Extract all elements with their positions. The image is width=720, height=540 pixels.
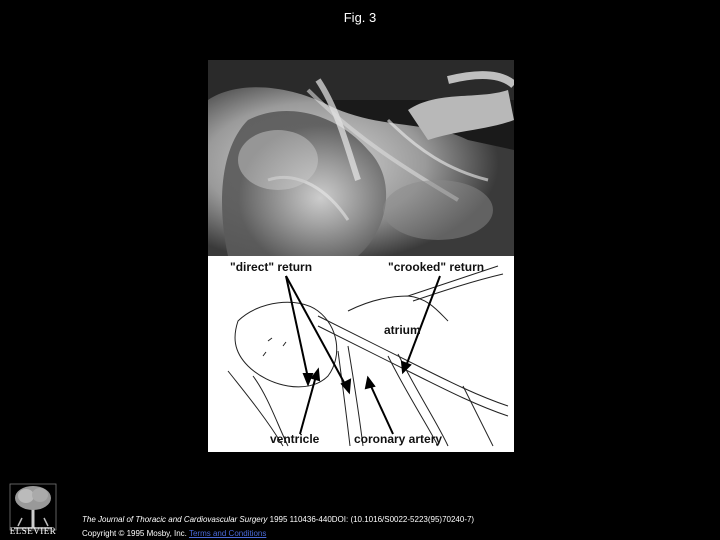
citation-details: 1995 110436-440DOI: (10.1016/S0022-5223(95)70240-7) (267, 515, 475, 524)
label-direct-return: "direct" return (230, 260, 313, 274)
label-atrium: atrium (384, 323, 421, 337)
citation-line (82, 515, 474, 524)
figure-title: Fig. 3 (343, 10, 377, 25)
terms-and-conditions-link[interactable]: Terms and Conditions (188, 529, 267, 538)
elsevier-wordmark: ELSEVIER (9, 526, 57, 536)
label-ventricle: ventricle (270, 432, 320, 446)
label-coronary-artery: coronary artery (354, 432, 443, 446)
copyright-line (82, 529, 266, 538)
journal-name: The Journal of Thoracic and Cardiovascular Surgery (82, 515, 268, 524)
diagram-lines (208, 256, 514, 452)
labeled-diagram (208, 256, 514, 452)
specimen-photo (208, 60, 514, 256)
figure-panel (208, 60, 514, 452)
copyright-text: Copyright © 1995 Mosby, Inc. (82, 529, 189, 538)
label-crooked-return: "crooked" return (388, 260, 485, 274)
